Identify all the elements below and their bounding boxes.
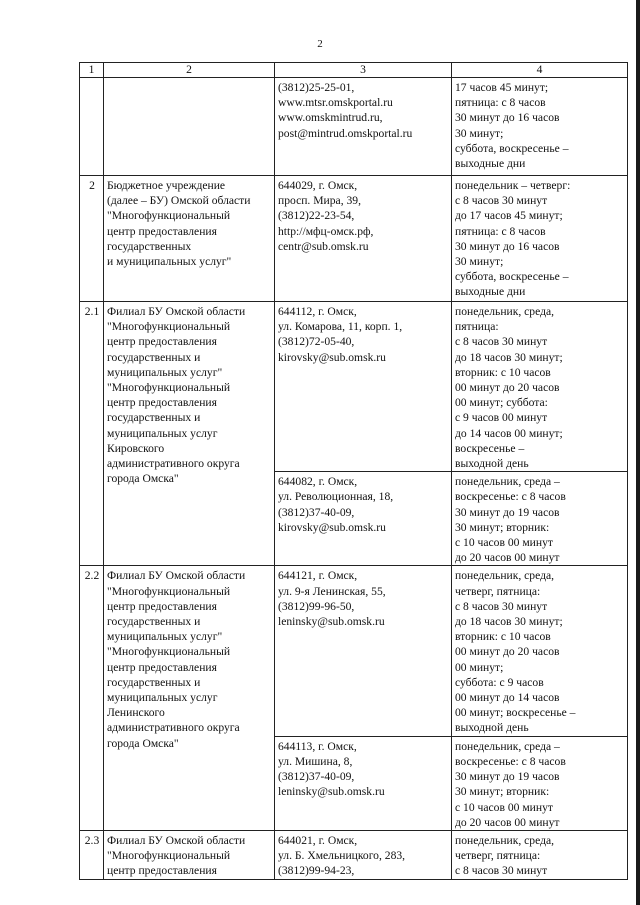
row-number: 2: [80, 176, 104, 302]
table-row: [80, 566, 628, 736]
address-contacts: (3812)25-25-01, www.mtsr.omskportal.ru www.omskmintrud.ru, post@mintrud.omskportal.ru: [275, 78, 452, 176]
table-row: [80, 302, 628, 472]
working-hours: понедельник, среда, пятница: с 8 часов 30 минут до 18 часов 30 минут; вторник: с 10 часов 00 минут до 20 часов 00 минут; суббота: с 9 часов 00 минут до 14 часов 00 минут; воскресенье – выходной день: [452, 302, 628, 472]
working-hours: 17 часов 45 минут; пятница: с 8 часов 30 минут до 16 часов 30 минут; суббота, воскресенье – выходные дни: [452, 78, 628, 176]
address-contacts: 644029, г. Омск, просп. Мира, 39, (3812)22-23-54, http://мфц-омск.рф, centr@sub.omsk.ru: [275, 176, 452, 302]
working-hours: понедельник, среда, четверг, пятница: с 8 часов 30 минут: [452, 830, 628, 879]
address-contacts: 644112, г. Омск, ул. Комарова, 11, корп. 1, (3812)72-05-40, kirovsky@sub.omsk.ru: [275, 302, 452, 472]
organization-name: Филиал БУ Омской области "Многофункциональный центр предоставления государственных и муниципальных услуг" "Многофункциональный центр предоставления государственных и муниципальных услуг Кировского административного округа города Омска": [104, 302, 275, 566]
page-number: 2: [317, 38, 323, 50]
organization-name: Бюджетное учреждение (далее – БУ) Омской области "Многофункциональный центр предоставления государственных и муниципальных услуг": [104, 176, 275, 302]
column-header-4: 4: [452, 63, 628, 78]
working-hours: понедельник, среда – воскресенье: с 8 часов 30 минут до 19 часов 30 минут; вторник: с 10 часов 00 минут до 20 часов 00 минут: [452, 736, 628, 830]
working-hours: понедельник, среда – воскресенье: с 8 часов 30 минут до 19 часов 30 минут; вторник: с 10 часов 00 минут до 20 часов 00 минут: [452, 472, 628, 566]
scan-edge: [636, 0, 640, 905]
organization-name: Филиал БУ Омской области "Многофункциональный центр предоставления: [104, 830, 275, 879]
working-hours: понедельник, среда, четверг, пятница: с 8 часов 30 минут до 18 часов 30 минут; вторник: с 10 часов 00 минут до 20 часов 00 минут; суббота: с 9 часов 00 минут до 14 часов 00 минут; воскресенье – выходной день: [452, 566, 628, 736]
address-contacts: 644082, г. Омск, ул. Революционная, 18, (3812)37-40-09, kirovsky@sub.omsk.ru: [275, 472, 452, 566]
organization-name: Филиал БУ Омской области "Многофункциональный центр предоставления государственных и муниципальных услуг" "Многофункциональный центр предоставления государственных и муниципальных услуг Ленинского административного округа города Омска": [104, 566, 275, 830]
row-number: [80, 78, 104, 176]
address-contacts: 644021, г. Омск, ул. Б. Хмельницкого, 283, (3812)99-94-23,: [275, 830, 452, 879]
working-hours: понедельник – четверг: с 8 часов 30 минут до 17 часов 45 минут; пятница: с 8 часов 30 минут до 16 часов 30 минут; суббота, воскресенье – выходные дни: [452, 176, 628, 302]
organization-name: [104, 78, 275, 176]
table-row: [80, 176, 628, 302]
address-contacts: 644121, г. Омск, ул. 9-я Ленинская, 55, (3812)99-96-50, leninsky@sub.omsk.ru: [275, 566, 452, 736]
row-number: 2.2: [80, 566, 104, 830]
row-number: 2.1: [80, 302, 104, 566]
header-row: [80, 63, 628, 78]
table-row: [80, 78, 628, 176]
offices-table: [79, 62, 628, 880]
column-header-2: 2: [104, 63, 275, 78]
address-contacts: 644113, г. Омск, ул. Мишина, 8, (3812)37-40-09, leninsky@sub.omsk.ru: [275, 736, 452, 830]
column-header-3: 3: [275, 63, 452, 78]
row-number: 2.3: [80, 830, 104, 879]
table-row: [80, 830, 628, 879]
column-header-1: 1: [80, 63, 104, 78]
